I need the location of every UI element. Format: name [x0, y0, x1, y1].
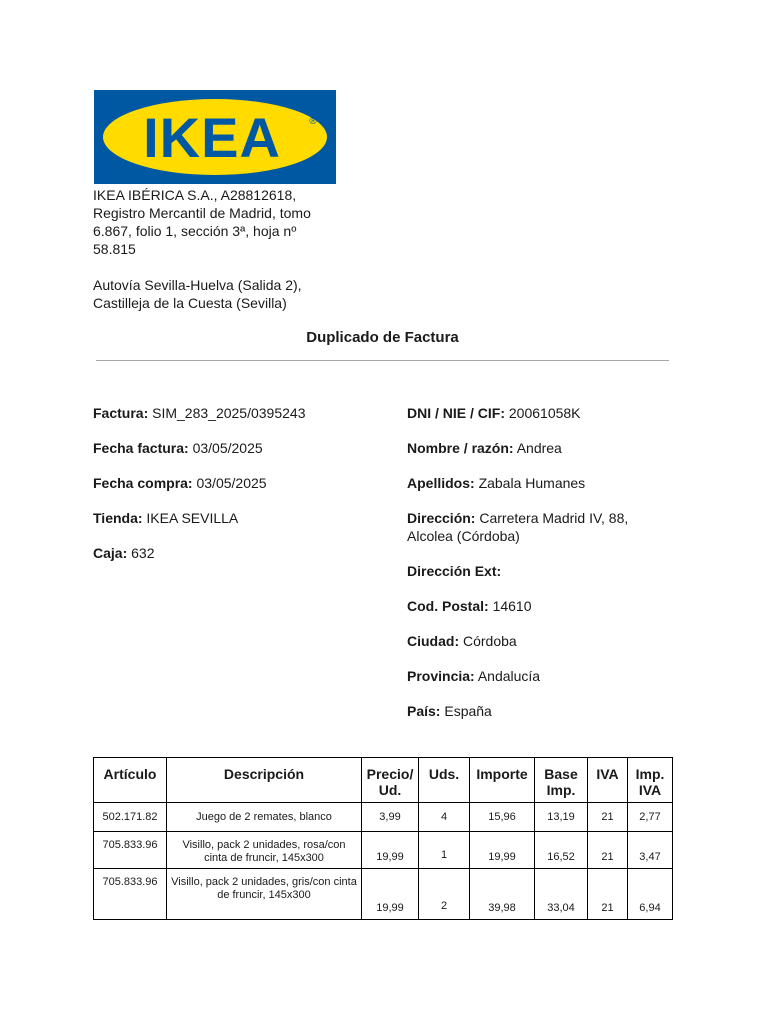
company-legal-text: IKEA IBÉRICA S.A., A28812618, Registro Mercantil de Madrid, tomo 6.867, folio 1, sección 3ª, hoja nº 58.815 — [93, 187, 311, 257]
cell-base: 13,19 — [535, 803, 588, 832]
field-cod-postal — [407, 597, 677, 615]
label-fecha-compra: Fecha compra: — [93, 475, 193, 491]
table-row — [94, 832, 673, 869]
table-header-row — [94, 758, 673, 803]
cell-uds: 2 — [419, 869, 470, 920]
invoice-details — [93, 404, 383, 579]
cell-imp-iva: 3,47 — [628, 832, 673, 869]
field-nombre — [407, 439, 677, 457]
label-fecha-factura: Fecha factura: — [93, 440, 189, 456]
ikea-logo — [94, 90, 336, 184]
value-nombre: Andrea — [516, 440, 562, 456]
value-factura: SIM_283_2025/0395243 — [152, 405, 306, 421]
header-descripcion: Descripción — [167, 758, 362, 803]
header-base-line2: Imp. — [546, 782, 576, 798]
cell-precio: 19,99 — [362, 869, 419, 920]
cell-descripcion: Visillo, pack 2 unidades, rosa/con cinta de fruncir, 145x300 — [167, 832, 362, 869]
value-provincia: Andalucía — [477, 668, 541, 684]
label-dni: DNI / NIE / CIF: — [407, 405, 505, 421]
field-pais — [407, 702, 677, 720]
header-uds: Uds. — [419, 758, 470, 803]
label-pais: País: — [407, 703, 441, 719]
value-fecha-factura: 03/05/2025 — [192, 440, 263, 456]
cell-imp-iva: 2,77 — [628, 803, 673, 832]
field-direccion-ext — [407, 562, 677, 580]
items-table — [93, 757, 673, 920]
value-tienda: IKEA SEVILLA — [146, 510, 239, 526]
field-fecha-compra — [93, 474, 383, 492]
value-pais: España — [444, 703, 492, 719]
table-row — [94, 869, 673, 920]
field-fecha-factura — [93, 439, 383, 457]
value-fecha-compra: 03/05/2025 — [196, 475, 267, 491]
label-ciudad: Ciudad: — [407, 633, 460, 649]
field-dni — [407, 404, 677, 422]
value-direccion: Carretera Madrid IV, 88, Alcolea (Córdoba) — [407, 510, 629, 544]
header-precio-line1: Precio/ — [366, 766, 414, 782]
cell-base: 16,52 — [535, 832, 588, 869]
header-precio — [362, 758, 419, 803]
cell-descripcion: Visillo, pack 2 unidades, gris/con cinta de fruncir, 145x300 — [167, 869, 362, 920]
header-imp-iva-line1: Imp. — [635, 766, 665, 782]
cell-uds: 1 — [419, 832, 470, 869]
header-iva: IVA — [588, 758, 628, 803]
cell-importe: 19,99 — [470, 832, 535, 869]
cell-precio: 19,99 — [362, 832, 419, 869]
value-ciudad: Córdoba — [463, 633, 517, 649]
cell-precio: 3,99 — [362, 803, 419, 832]
customer-details — [407, 404, 677, 737]
label-direccion: Dirección: — [407, 510, 476, 526]
cell-iva: 21 — [588, 832, 628, 869]
cell-importe: 15,96 — [470, 803, 535, 832]
field-provincia — [407, 667, 677, 685]
header-base-line1: Base — [544, 766, 578, 782]
header-articulo: Artículo — [94, 758, 167, 803]
company-address-text: Autovía Sevilla-Huelva (Salida 2), Castilleja de la Cuesta (Sevilla) — [93, 277, 302, 311]
document-title: Duplicado de Factura — [306, 329, 459, 346]
logo-wordmark: IKEA — [143, 106, 281, 169]
header-imp-iva — [628, 758, 673, 803]
field-direccion — [407, 509, 677, 545]
label-direccion-ext: Dirección Ext: — [407, 563, 502, 579]
label-apellidos: Apellidos: — [407, 475, 475, 491]
cell-iva: 21 — [588, 803, 628, 832]
cell-importe: 39,98 — [470, 869, 535, 920]
cell-articulo: 502.171.82 — [94, 803, 167, 832]
label-provincia: Provincia: — [407, 668, 475, 684]
cell-uds: 4 — [419, 803, 470, 832]
label-factura: Factura: — [93, 405, 149, 421]
cell-base: 33,04 — [535, 869, 588, 920]
value-cod-postal: 14610 — [492, 598, 532, 614]
value-dni: 20061058K — [508, 405, 581, 421]
value-caja: 632 — [131, 545, 155, 561]
field-tienda — [93, 509, 383, 527]
label-tienda: Tienda: — [93, 510, 143, 526]
items-table-wrapper — [93, 757, 673, 920]
label-cod-postal: Cod. Postal: — [407, 598, 489, 614]
table-row — [94, 803, 673, 832]
company-address — [93, 276, 353, 312]
registered-mark: ® — [309, 116, 317, 127]
label-nombre: Nombre / razón: — [407, 440, 514, 456]
field-apellidos — [407, 474, 677, 492]
cell-articulo: 705.833.96 — [94, 869, 167, 920]
header-imp-iva-line2: IVA — [638, 782, 662, 798]
field-ciudad — [407, 632, 677, 650]
field-caja — [93, 544, 383, 562]
cell-iva: 21 — [588, 869, 628, 920]
cell-descripcion: Juego de 2 remates, blanco — [167, 803, 362, 832]
company-legal-info — [93, 186, 333, 258]
field-factura — [93, 404, 383, 422]
header-base — [535, 758, 588, 803]
cell-imp-iva: 6,94 — [628, 869, 673, 920]
value-apellidos: Zabala Humanes — [478, 475, 586, 491]
header-importe: Importe — [470, 758, 535, 803]
header-precio-line2: Ud. — [378, 782, 402, 798]
cell-articulo: 705.833.96 — [94, 832, 167, 869]
label-caja: Caja: — [93, 545, 128, 561]
title-divider — [96, 360, 669, 361]
